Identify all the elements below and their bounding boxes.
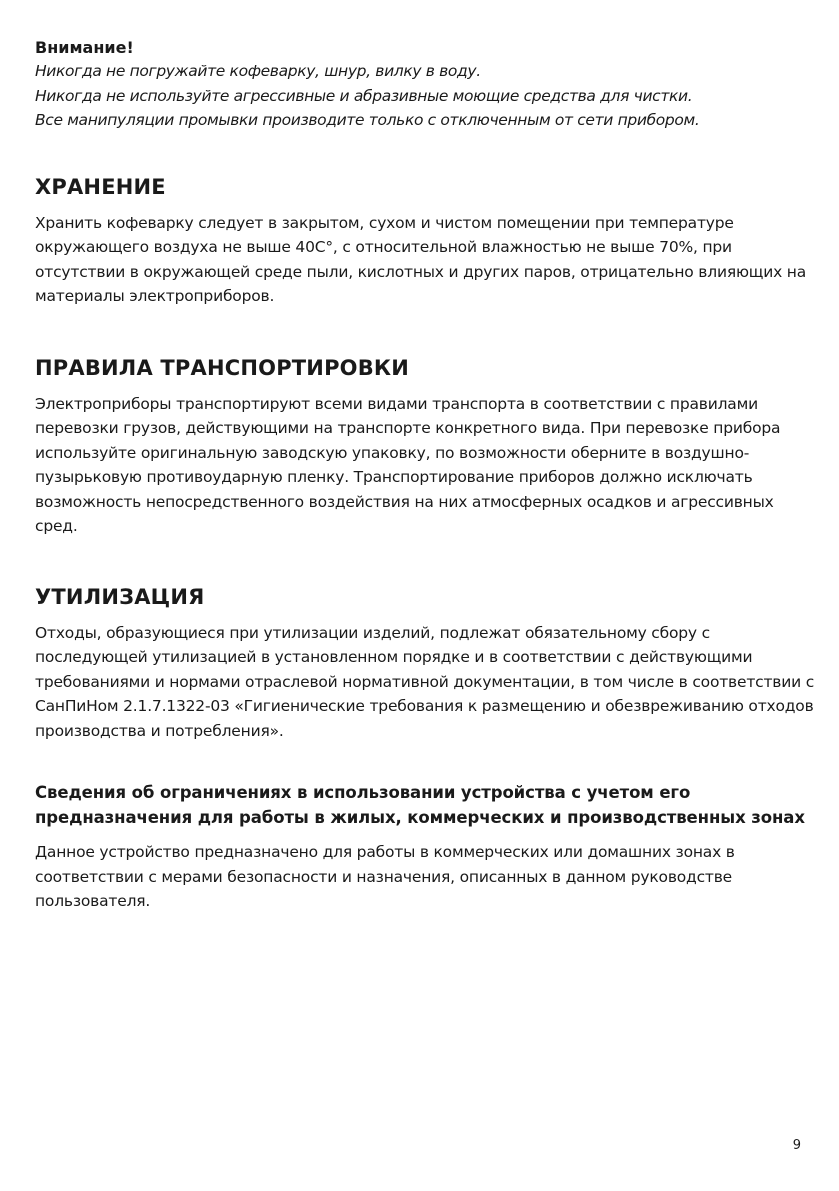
disposal-title: УТИЛИЗАЦИЯ [35, 584, 205, 609]
warning-line-1: Никогда не погружайте кофеварку, шнур, вилку в воду. [35, 62, 481, 80]
disposal-section [35, 583, 815, 744]
transport-text: Электроприборы транспортируют всеми видами транспорта в соответствии с правилами перевозки грузов, действующими на транспорте конкретного вида. При перевозке прибора используйте оригинальную заводскую упаковку, по возможности оберните в воздушно-пузырьковую противоударную пленку. Транспортирование приборов должно исключать возможность непосредственного воздействия на них атмосферных осадков и агрессивных сред. [35, 394, 781, 535]
transport-section [35, 354, 815, 539]
warning-title: Внимание! [35, 38, 134, 57]
warning-line-2: Никогда не используйте агрессивные и абразивные моющие средства для чистки. [35, 86, 693, 105]
restrictions-section [35, 781, 815, 914]
storage-section [35, 173, 815, 309]
storage-title: ХРАНЕНИЕ [35, 174, 166, 199]
page-number: 9 [792, 1138, 801, 1153]
warning-line-3: Все манипуляции промывки производите только с отключенным от сети прибором. [35, 111, 700, 129]
page-content [35, 36, 815, 914]
restrictions-title: Сведения об ограничениях в использовании устройства с учетом его предназначения для работы в жилых, коммерческих и производственных зонах [35, 783, 805, 827]
storage-text: Хранить кофеварку следует в закрытом, сухом и чистом помещении при температуре окружающего воздуха не выше 40С°, с относительной влажностью не выше 70%, при отсутствии в окружающей среде пыли, кислотных и других паров, отрицательно влияющих на материалы электроприборов. [35, 213, 806, 305]
warning-block [35, 36, 815, 133]
transport-title: ПРАВИЛА ТРАНСПОРТИРОВКИ [35, 355, 410, 380]
disposal-text: Отходы, образующиеся при утилизации изделий, подлежат обязательному сбору с последующей утилизацией в установленном порядке и в соответствии с действующими требованиями и нормами отраслевой нормативной документации, в том числе в соответствии с СанПиНом 2.1.7.1322-03 «Гигиенические требования к размещению и обезвреживанию отходов производства и потребления». [35, 623, 815, 740]
restrictions-text: Данное устройство предназначено для работы в коммерческих или домашних зонах в соответствии с мерами безопасности и назначения, описанных в данном руководстве пользователя. [35, 843, 735, 910]
